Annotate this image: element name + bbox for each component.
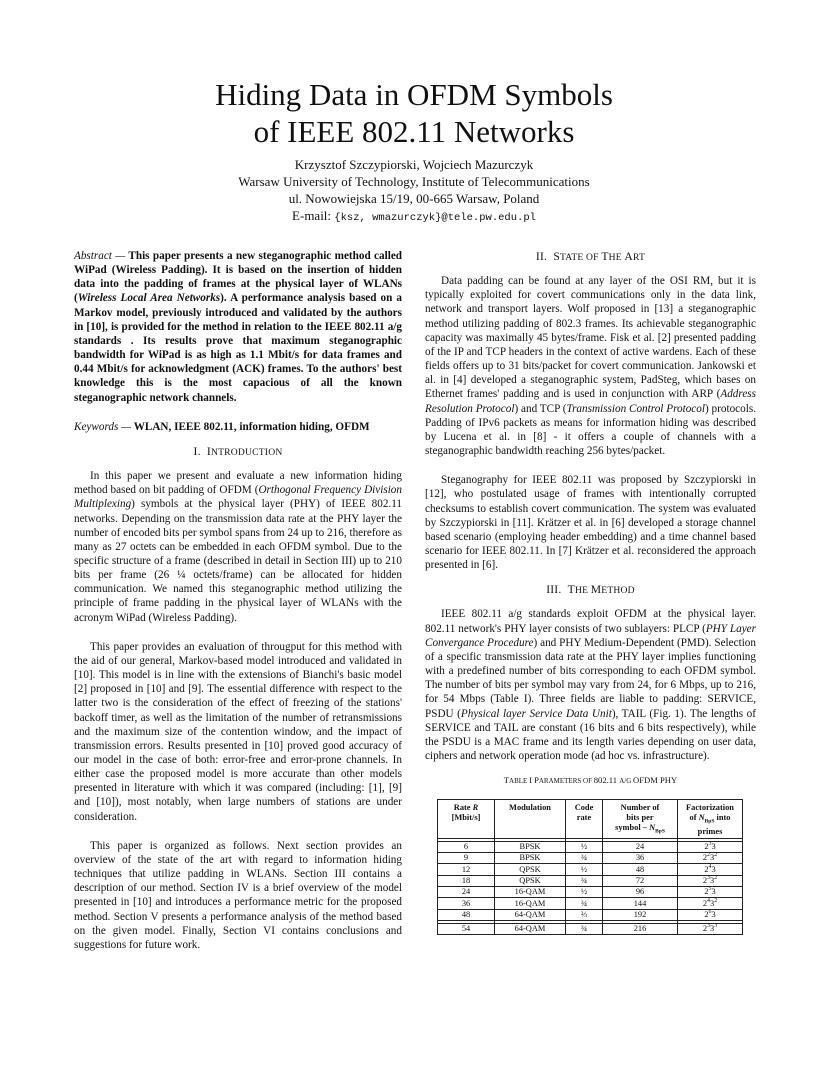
sec3-t2: HE (574, 585, 591, 597)
hdr-bits-b: bits per (626, 812, 654, 822)
fact-exp2: 2 (714, 897, 718, 904)
cell-rate: 24 (438, 886, 495, 897)
hdr-code-b: rate (576, 812, 592, 822)
paper-title (0, 76, 828, 150)
cell-bits: 216 (603, 923, 678, 934)
intro-paragraph-3: This paper is organized as follows. Next section provides an overview of the state of the art with regard to information hiding techniques that utilize padding in WLANs. Section III contains a description of our method. Section IV is a brief overview of the model presented in [10] and introduces a performance metric for the proposed method. Section V presents a performance analysis of the method based on the given model. Finally, Section VI contains conclusions and suggestions for future work. (74, 839, 402, 951)
cell-rate: 12 (438, 864, 495, 875)
fact-exp1: 6 (708, 909, 712, 916)
sec2-t1: S (553, 250, 560, 263)
fact-exp1: 3 (707, 923, 710, 930)
email-address: {ksz, wmazurczyk}@tele.pw.edu.pl (334, 212, 536, 224)
hdr-fact-c: into (714, 812, 731, 822)
cell-mod: BPSK (495, 853, 566, 864)
col-modulation: Modulation (495, 800, 566, 838)
sec1-num: I. (193, 444, 201, 458)
fact-exp1: 4 (707, 897, 710, 904)
method-p1-c: ), TAIL (Fig. 1). The lengths of SERVICE and TAIL are constant (16 bits and 6 bits respectively), while the PSDU is a MAC frame and its length varies depending on user data, ciphers and network operation mode (ad hoc vs. infrastructure). (425, 707, 757, 762)
table-row (438, 841, 743, 852)
sec3-t3: M (590, 583, 602, 597)
cell-fact (678, 841, 743, 852)
table-row (438, 898, 743, 909)
table-row (438, 886, 743, 897)
cell-mod: 64-QAM (495, 909, 566, 920)
fact-base1: 2 (702, 876, 707, 885)
fact-base2: 3 (711, 842, 716, 852)
intro-p1-b: ) symbols at the physical layer (PHY) of IEEE 802.11 networks. Depending on the transmission data rate at the PHY layer the number of encoded bits per symbol spans from 24 up to 216, therefore as many as 27 octets can be embedded in each OFDM symbol. Due to the specific structure of a frame (described in detail in Section III) up to 210 bits per frame (26 ¼ octets/frame) can be allocated for hidden communication. We named this steganographic method utilizing the principle of frame padding in the physical layer of WLANs with the acronym WiPad (Wireless Padding). (74, 498, 402, 624)
cell-mod: QPSK (495, 864, 566, 875)
fact-base2: 3 (711, 864, 716, 874)
table-row (438, 875, 743, 886)
sec2-t2: TATE OF (559, 252, 602, 263)
tcap-g: OFDM PHY (633, 775, 678, 786)
intro-p1-a: In this paper we present and evaluate a new information hiding method based on bit padding of OFDM ( (74, 470, 402, 497)
col-code-rate (566, 800, 603, 838)
keywords-lead: Keywords — (74, 420, 132, 433)
hdr-fact-n: N (698, 812, 705, 822)
hdr-bits-c: symbol – (615, 822, 650, 832)
intro-paragraph-1 (74, 469, 402, 625)
fact-base2: 3 (711, 887, 716, 897)
cell-code: ½ (566, 864, 603, 875)
tcap-d: ARAMETERS OF (538, 777, 594, 786)
hdr-rate-a: Rate (453, 803, 473, 813)
hdr-fact-sub: BpS (704, 818, 715, 825)
fact-base1: 2 (702, 853, 707, 863)
method-p1-em1: PHY Layer Convergance Procedure (425, 622, 756, 649)
hdr-bits-n: N (649, 822, 656, 832)
method-p1-a: IEEE 802.11 a/g standards exploit OFDM at the physical layer. 802.11 network's PHY layer consists of two sublayers: PLCP ( (425, 608, 756, 635)
sec2-t4: HE (608, 252, 625, 263)
fact-exp1: 2 (707, 852, 710, 859)
cell-bits: 192 (603, 909, 678, 920)
method-paragraph-1 (425, 607, 756, 763)
section-heading-introduction (74, 445, 402, 460)
cell-bits: 36 (603, 853, 678, 864)
sec2-t6: RT (633, 252, 646, 263)
table-row (438, 909, 743, 920)
col-bits-per-symbol (603, 800, 678, 838)
author-block (0, 156, 828, 227)
table-row (438, 923, 743, 934)
cell-code: ½ (566, 886, 603, 897)
table-body (438, 838, 743, 934)
sec3-t4: ETHOD (601, 585, 635, 597)
fact-base2: 3 (710, 924, 715, 934)
fact-base1: 2 (702, 898, 707, 908)
cell-mod: QPSK (495, 875, 566, 886)
cell-bits: 24 (603, 841, 678, 852)
fact-base1: 2 (704, 909, 709, 919)
cell-code: ¾ (566, 853, 603, 864)
table-caption (425, 773, 756, 788)
intro-p1-em: Orthogonal Frequency Division Multiplexing (74, 484, 402, 511)
cell-mod: 16-QAM (495, 898, 566, 909)
method-p1-em2: Physical layer Service Data Unit (460, 707, 612, 720)
cell-code: ⅔ (566, 909, 603, 920)
fact-exp1: 5 (708, 886, 712, 893)
tcap-b: ABLE (509, 777, 530, 786)
sota-paragraph-2: Steganography for IEEE 802.11 was proposed by Szczypiorski in [12], who postulated usage of frames with intentionally corrupted checksums to establish covert communication. The system was evaluated by Szczypiorski in [11]. Krätzer et al. in [6] developed a storage channel based scenario (employing header embedding) and a time channel based scenario for IEEE 802.11. In [7] Krätzer et al. reconsidered the approach presented in [6]. (425, 474, 756, 572)
fact-base1: 2 (704, 842, 709, 852)
section-heading-method (425, 583, 756, 598)
col-factorization (678, 800, 743, 838)
affiliation: Warsaw University of Technology, Institute of Telecommunications (238, 174, 590, 189)
fact-base2: 3 (710, 898, 715, 908)
sota-p1-b: ) and TCP ( (514, 402, 567, 415)
table-row (438, 864, 743, 875)
hdr-code-a: Code (574, 803, 594, 813)
cell-rate: 18 (438, 875, 495, 886)
hdr-fact-b: of (689, 812, 699, 822)
sec3-t1: T (567, 583, 575, 597)
abstract-text-em: Wireless Local Area Networks (77, 292, 221, 305)
fact-base2: 3 (710, 876, 715, 885)
cell-bits: 96 (603, 886, 678, 897)
ofdm-parameters-table (437, 799, 743, 935)
abstract (74, 249, 402, 405)
cell-code: ¾ (566, 898, 603, 909)
cell-bits: 48 (603, 864, 678, 875)
sota-p1-em1: Address Resolution Protocol (425, 388, 756, 415)
sec1-title-rest: NTRODUCTION (210, 446, 283, 458)
cell-code: ½ (566, 841, 603, 852)
section-heading-state-of-the-art (425, 250, 756, 265)
method-p1-b: ) and PHY Medium-Dependent (PMD). Selection of a specific transmission data rate at the PHY layer implies functioning with a predefined number of bits corresponding to each OFDM symbol. The number of bits per symbol may vary from 24, for 6 Mbps, up to 216, for 54 Mbps (Table I). Three fields are liable to padding: SERVICE, PSDU ( (425, 636, 756, 720)
cell-rate: 9 (438, 853, 495, 864)
cell-bits: 72 (603, 875, 678, 886)
author-names: Krzysztof Szczypiorski, Wojciech Mazurczyk (294, 157, 534, 172)
sec2-num: II. (535, 250, 548, 263)
cell-rate: 6 (438, 841, 495, 852)
fact-exp1: 3 (708, 841, 712, 848)
keywords (74, 420, 402, 434)
sota-p1-a: Data padding can be found at any layer of the OSI RM, but it is typically exploited for covert communications only in the data link, network and transport layers. Wolf proposed in [13] a steganographic method utilizing padding of 802.3 frames. Its achievable steganographic capacity was maximally 45 bytes/frame. Fisk et al. [2] presented padding of the IP and TCP headers in the context of active wardens. Each of these fields offers up to 31 bits/packet for covert communication. Jankowski et al. in [4] developed a steganographic system, PadSteg, which bases on Ethernet frames' padding and is used in conjunction with ARP ( (425, 275, 756, 401)
cell-mod: 64-QAM (495, 923, 566, 934)
email-label: E-mail: (292, 208, 332, 223)
sota-paragraph-1 (425, 274, 756, 458)
title-line-2: of IEEE 802.11 Networks (253, 114, 575, 149)
tcap-a: T (503, 775, 510, 786)
fact-base1: 2 (704, 887, 709, 897)
tcap-c: I P (529, 775, 539, 786)
sota-p1-c: ) protocols. Padding of IPv6 packets as means for information hiding was described by Lucena et al. in [8] - it offers a couple of channels with a steganographic bandwidth reaching 256 bytes/packet. (425, 402, 756, 458)
fact-base1: 2 (702, 924, 707, 934)
fact-base1: 2 (704, 864, 709, 874)
fact-exp2: 2 (714, 875, 718, 882)
fact-exp2: 2 (714, 852, 718, 859)
col-rate (438, 800, 495, 838)
sec2-t3: T (601, 250, 609, 263)
cell-mod: BPSK (495, 841, 566, 852)
email-line (0, 207, 828, 227)
sota-p1-em2: Transmission Control Protocol (566, 402, 705, 415)
cell-rate: 48 (438, 909, 495, 920)
fact-base2: 3 (711, 909, 716, 919)
intro-paragraph-2: This paper provides an evaluation of througput for this method with the aid of our general, Markov-based model introduced and validated in [10]. This model is in line with the extensions of Bianchi's basic model [2] proposed in [10] and [9]. The essential difference with respect to the latter two is the consideration of the effect of freezing of the stations' backoff timer, as well as the limitation of the number of retransmissions and the maximum size of the contention window, and the impact of transmission errors. Results presented in [10] proved good accuracy of our model in the case of both: error-free and error-prone channels. In either case the proposed model is more accurate than other models presented in literature with which it was compared (including: [1], [9] and [10]), most notably, when large numbers of stations are under consideration. (74, 640, 402, 823)
cell-mod: 16-QAM (495, 886, 566, 897)
fact-exp1: 4 (708, 863, 712, 870)
fact-base2: 3 (710, 853, 715, 863)
cell-fact (678, 898, 743, 909)
tcap-f: A/G (619, 777, 633, 786)
sec2-t5: A (624, 250, 633, 263)
hdr-rate-unit: [Mbit/s] (451, 812, 481, 822)
cell-fact (678, 864, 743, 875)
fact-exp1: 3 (707, 875, 710, 882)
hdr-fact-a: Factorization (686, 803, 734, 813)
title-line-1: Hiding Data in OFDM Symbols (215, 77, 613, 112)
sec1-title-initial: I (206, 444, 211, 458)
table-row (438, 853, 743, 864)
abstract-text-a: This paper presents a new steganographic method called WiPad (Wireless Padding). It is based on the insertion of hidden data into the padding of frames at the physical layer of WLANs ( (74, 250, 403, 305)
cell-fact (678, 909, 743, 920)
cell-code: ¾ (566, 923, 603, 934)
cell-fact (678, 853, 743, 864)
cell-code: ¾ (566, 875, 603, 886)
address: ul. Nowowiejska 15/19, 00-665 Warsaw, Poland (288, 191, 540, 206)
cell-fact (678, 875, 743, 886)
abstract-text-b: ). A performance analysis based on a Markov model, previously introduced and validated by the authors in [10], is provided for the method in relation to the IEEE 802.11 a/g standards . Its results prove that maximum steganographic bandwidth for WiPad is as high as 1.1 Mbit/s for data frames and 0.44 Mbit/s for acknowledgment (ACK) frames. To the authors' best knowledge this is the most capacious of all the known steganographic network channels. (74, 292, 402, 404)
keywords-text: WLAN, IEEE 802.11, information hiding, OFDM (131, 420, 370, 433)
cell-fact (678, 923, 743, 934)
cell-rate: 36 (438, 898, 495, 909)
hdr-fact-d: primes (697, 827, 723, 837)
tcap-e: 802.11 (593, 775, 620, 786)
hdr-bits-sub: BpS (655, 828, 665, 835)
cell-rate: 54 (438, 923, 495, 934)
abstract-lead: Abstract — (74, 250, 126, 262)
fact-exp2: 3 (714, 923, 718, 930)
cell-bits: 144 (603, 898, 678, 909)
right-column (425, 249, 756, 935)
cell-fact (678, 886, 743, 897)
table-header-row (438, 800, 743, 838)
hdr-bits-a: Number of (620, 803, 660, 813)
hdr-rate-r: R (472, 803, 479, 813)
left-column (74, 249, 402, 952)
sec3-num: III. (546, 583, 562, 597)
